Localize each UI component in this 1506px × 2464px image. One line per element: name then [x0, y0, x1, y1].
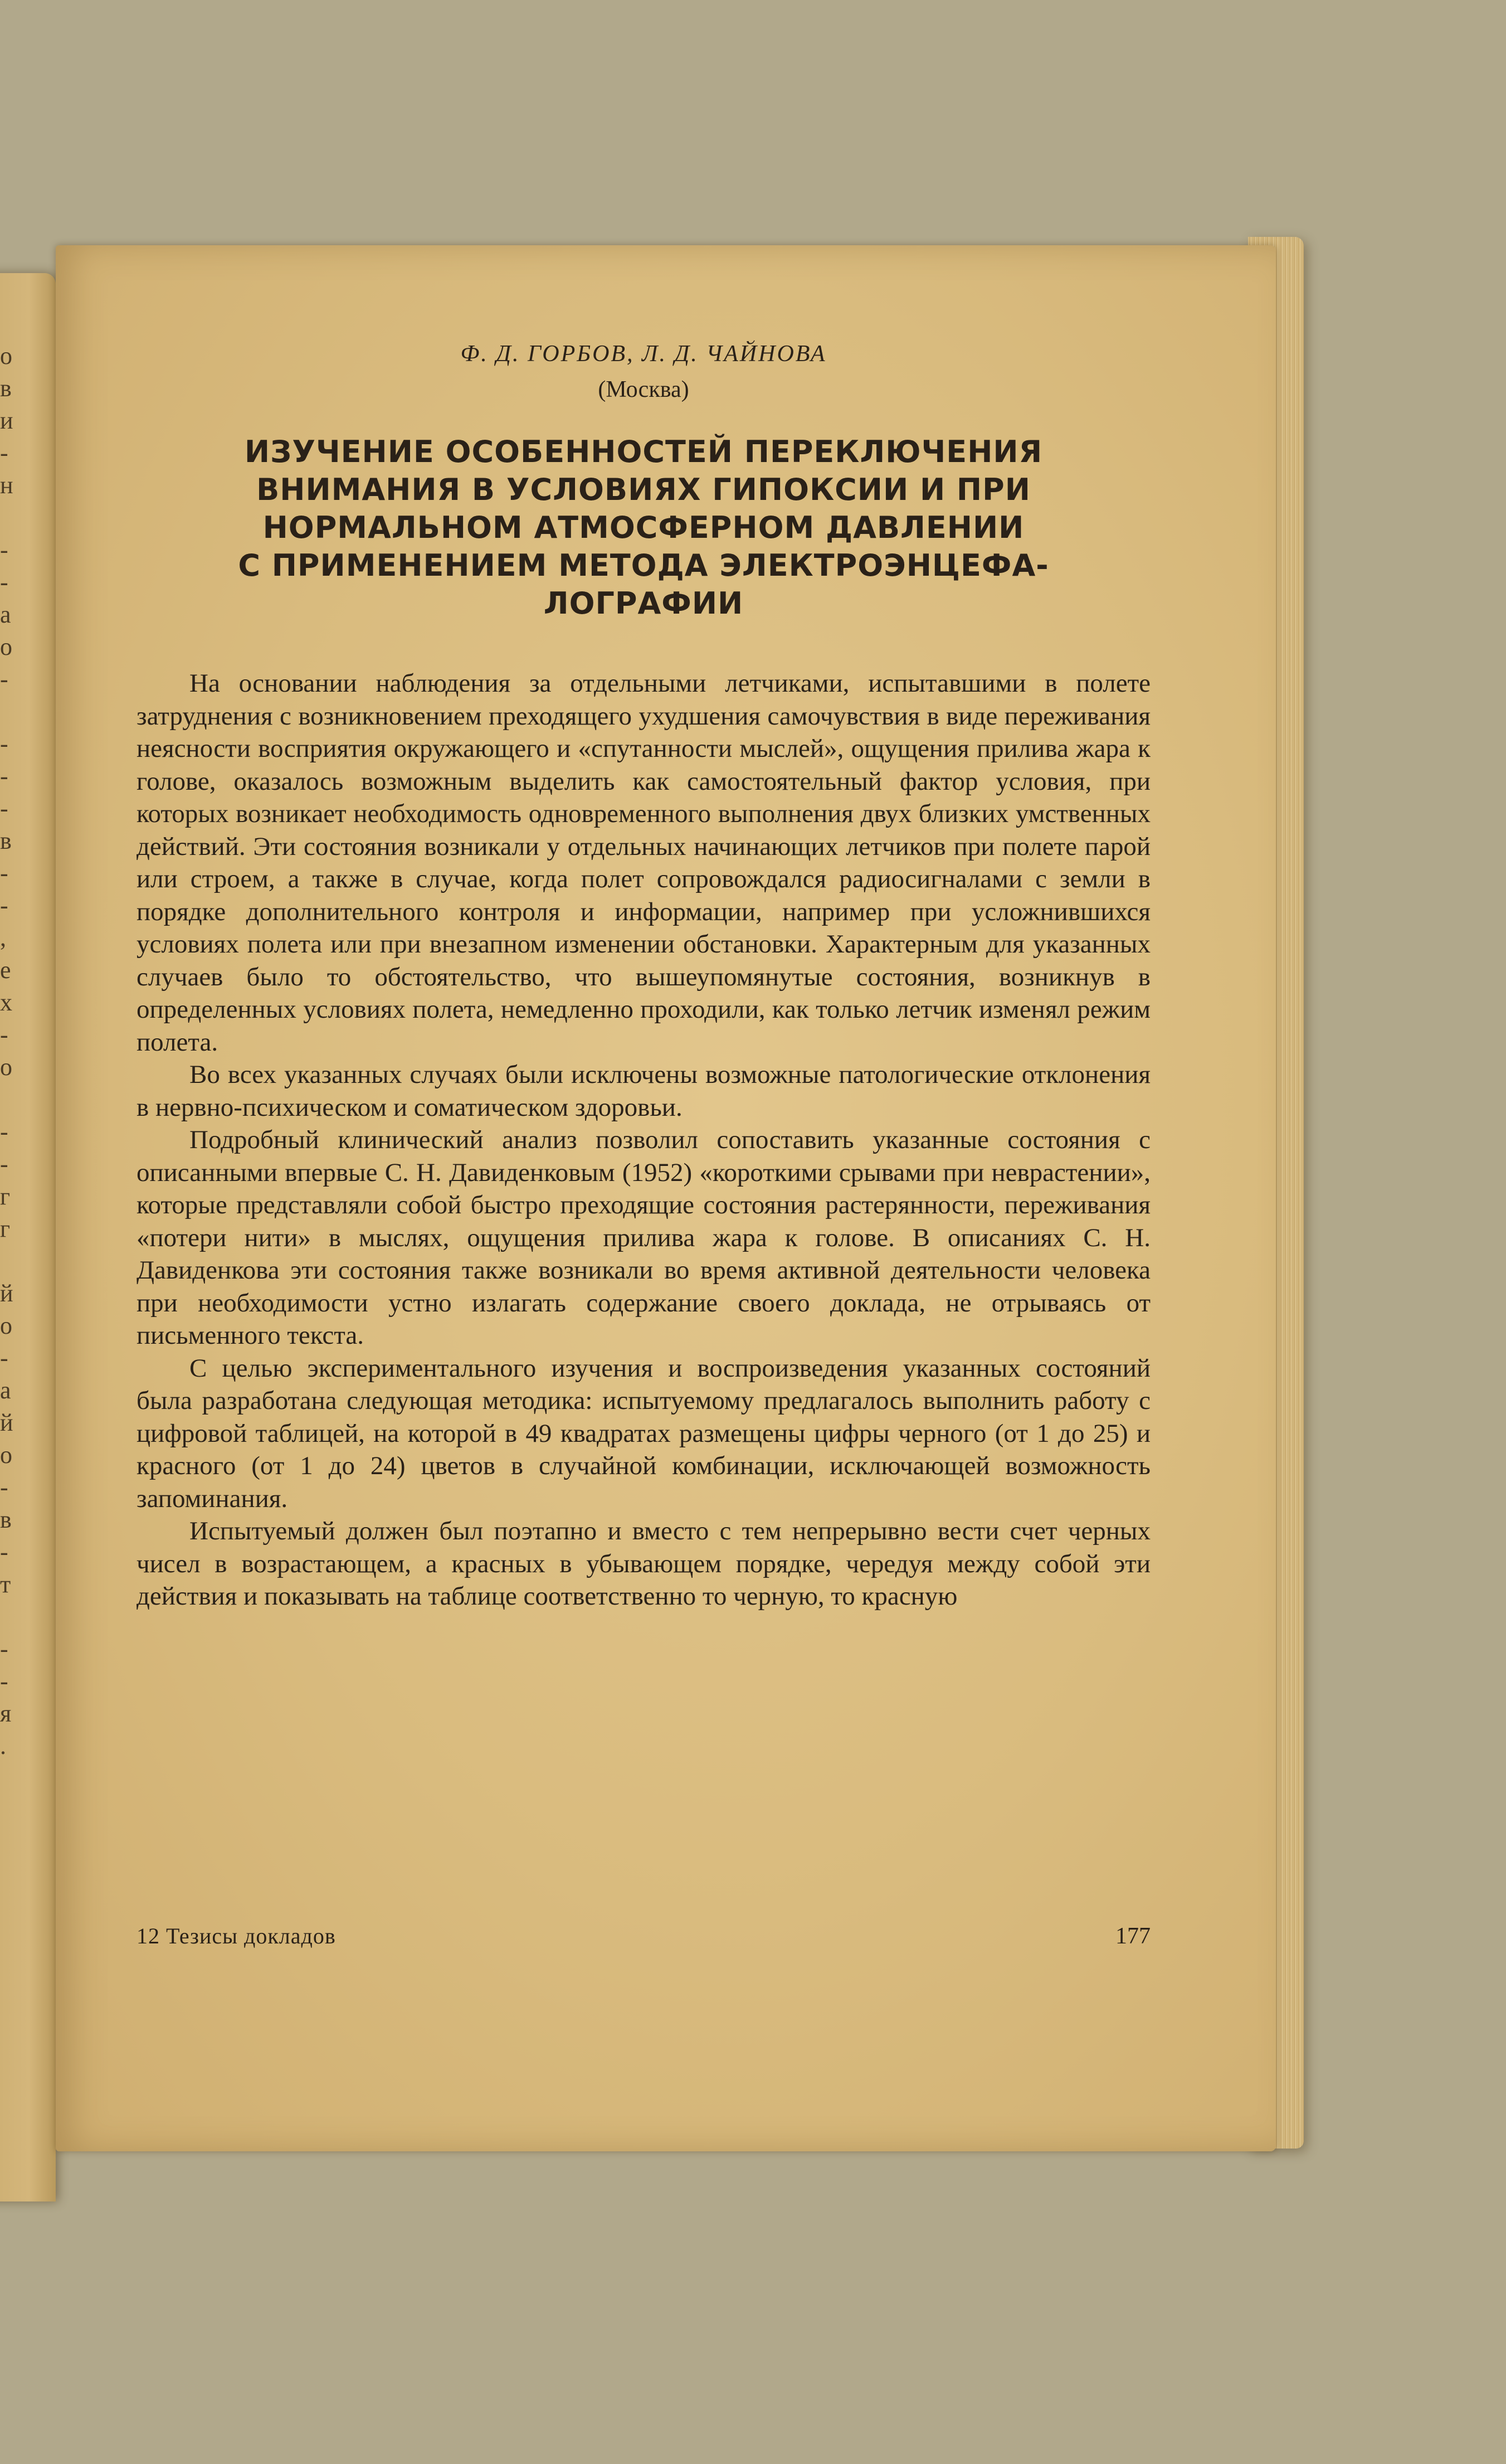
- title-line: НОРМАЛЬНОМ АТМОСФЕРНОМ ДАВЛЕНИИ: [262, 510, 1025, 545]
- title-line: ВНИМАНИЯ В УСЛОВИЯХ ГИПОКСИИ И ПРИ: [256, 472, 1031, 507]
- body-paragraph: С целью экспериментального изучения и воспроизведения указанных состояний была разработана следующая методика: испытуемому предлагалось выполнить работу с цифровой таблицей, на которой в 49 квадратах размещены цифры черного (от 1 до 25) и красного (от 1 до 24) цветов в случайной комбинации, исключающей возможность запоминания.: [137, 1353, 1151, 1513]
- article-body: [137, 667, 1151, 1613]
- right-page: [56, 245, 1276, 2151]
- body-paragraph: Во всех указанных случаях были исключены возможные патологические отклонения в нервно-психическом и соматическом здоровьи.: [137, 1060, 1151, 1122]
- page-number: 177: [1115, 1923, 1151, 1949]
- article-authors: Ф. Д. ГОРБОВ, Л. Д. ЧАЙНОВА: [460, 341, 827, 367]
- printer-signature: 12 Тезисы докладов: [137, 1923, 336, 1948]
- title-line: ЛОГРАФИИ: [543, 586, 744, 621]
- body-paragraph: Испытуемый должен был поэтапно и вместо с тем непрерывно вести счет черных чисел в возрастающем, а красных в убывающем порядке, чередуя между собой эти действия и показывать на таблице соответственно то черную, то красную: [137, 1517, 1151, 1611]
- body-paragraph: На основании наблюдения за отдельными летчиками, испытавшими в полете затруднения с возникновением преходящего ухудшения самочувствия в виде переживания неясности восприятия окружающего и «спутанности мыслей», ощущения прилива жара к голове, оказалось возможным выделить как самостоятельный фактор условия, при которых возникает необходимость одновременного выполнения двух близких умственных действий. Эти состояния возникали у отдельных начинающих летчиков при полете парой или строем, а также в случае, когда полет сопровождался радиосигналами с земли в порядке дополнительного контроля и информации, например при усложнившихся условиях полета или при внезапном изменении обстановки. Характерным для указанных случаев было то обстоятельство, что вышеупомянутые состояния, возникнув в определенных условиях полета, немедленно проходили, как только летчик изменял режим полета.: [137, 669, 1151, 1057]
- article-city: (Москва): [598, 377, 689, 402]
- left-page: о в и - н - - а о - - - - в - - , е х - о - - г г й о - а й о - в - т - - я .: [0, 273, 56, 2201]
- title-line: ИЗУЧЕНИЕ ОСОБЕННОСТЕЙ ПЕРЕКЛЮЧЕНИЯ: [244, 434, 1043, 469]
- article-title: [170, 433, 1117, 623]
- body-paragraph: Подробный клинический анализ позволил сопоставить указанные состояния с описанными впервые С. Н. Давиденковым (1952) «короткими срывами при неврастении», которые представляли собой быстро преходящие состояния растерянности, переживания «потери нити» в мыслях, ощущения прилива жара к голове. В описаниях С. Н. Давиденкова эти состояния также возникали во время активной деятельности человека при необходимости устно излагать содержание своего доклада, не отрываясь от письменного текста.: [137, 1125, 1151, 1350]
- article: [137, 337, 1151, 1613]
- title-line: С ПРИМЕНЕНИЕМ МЕТОДА ЭЛЕКТРОЭНЦЕФА-: [238, 548, 1049, 583]
